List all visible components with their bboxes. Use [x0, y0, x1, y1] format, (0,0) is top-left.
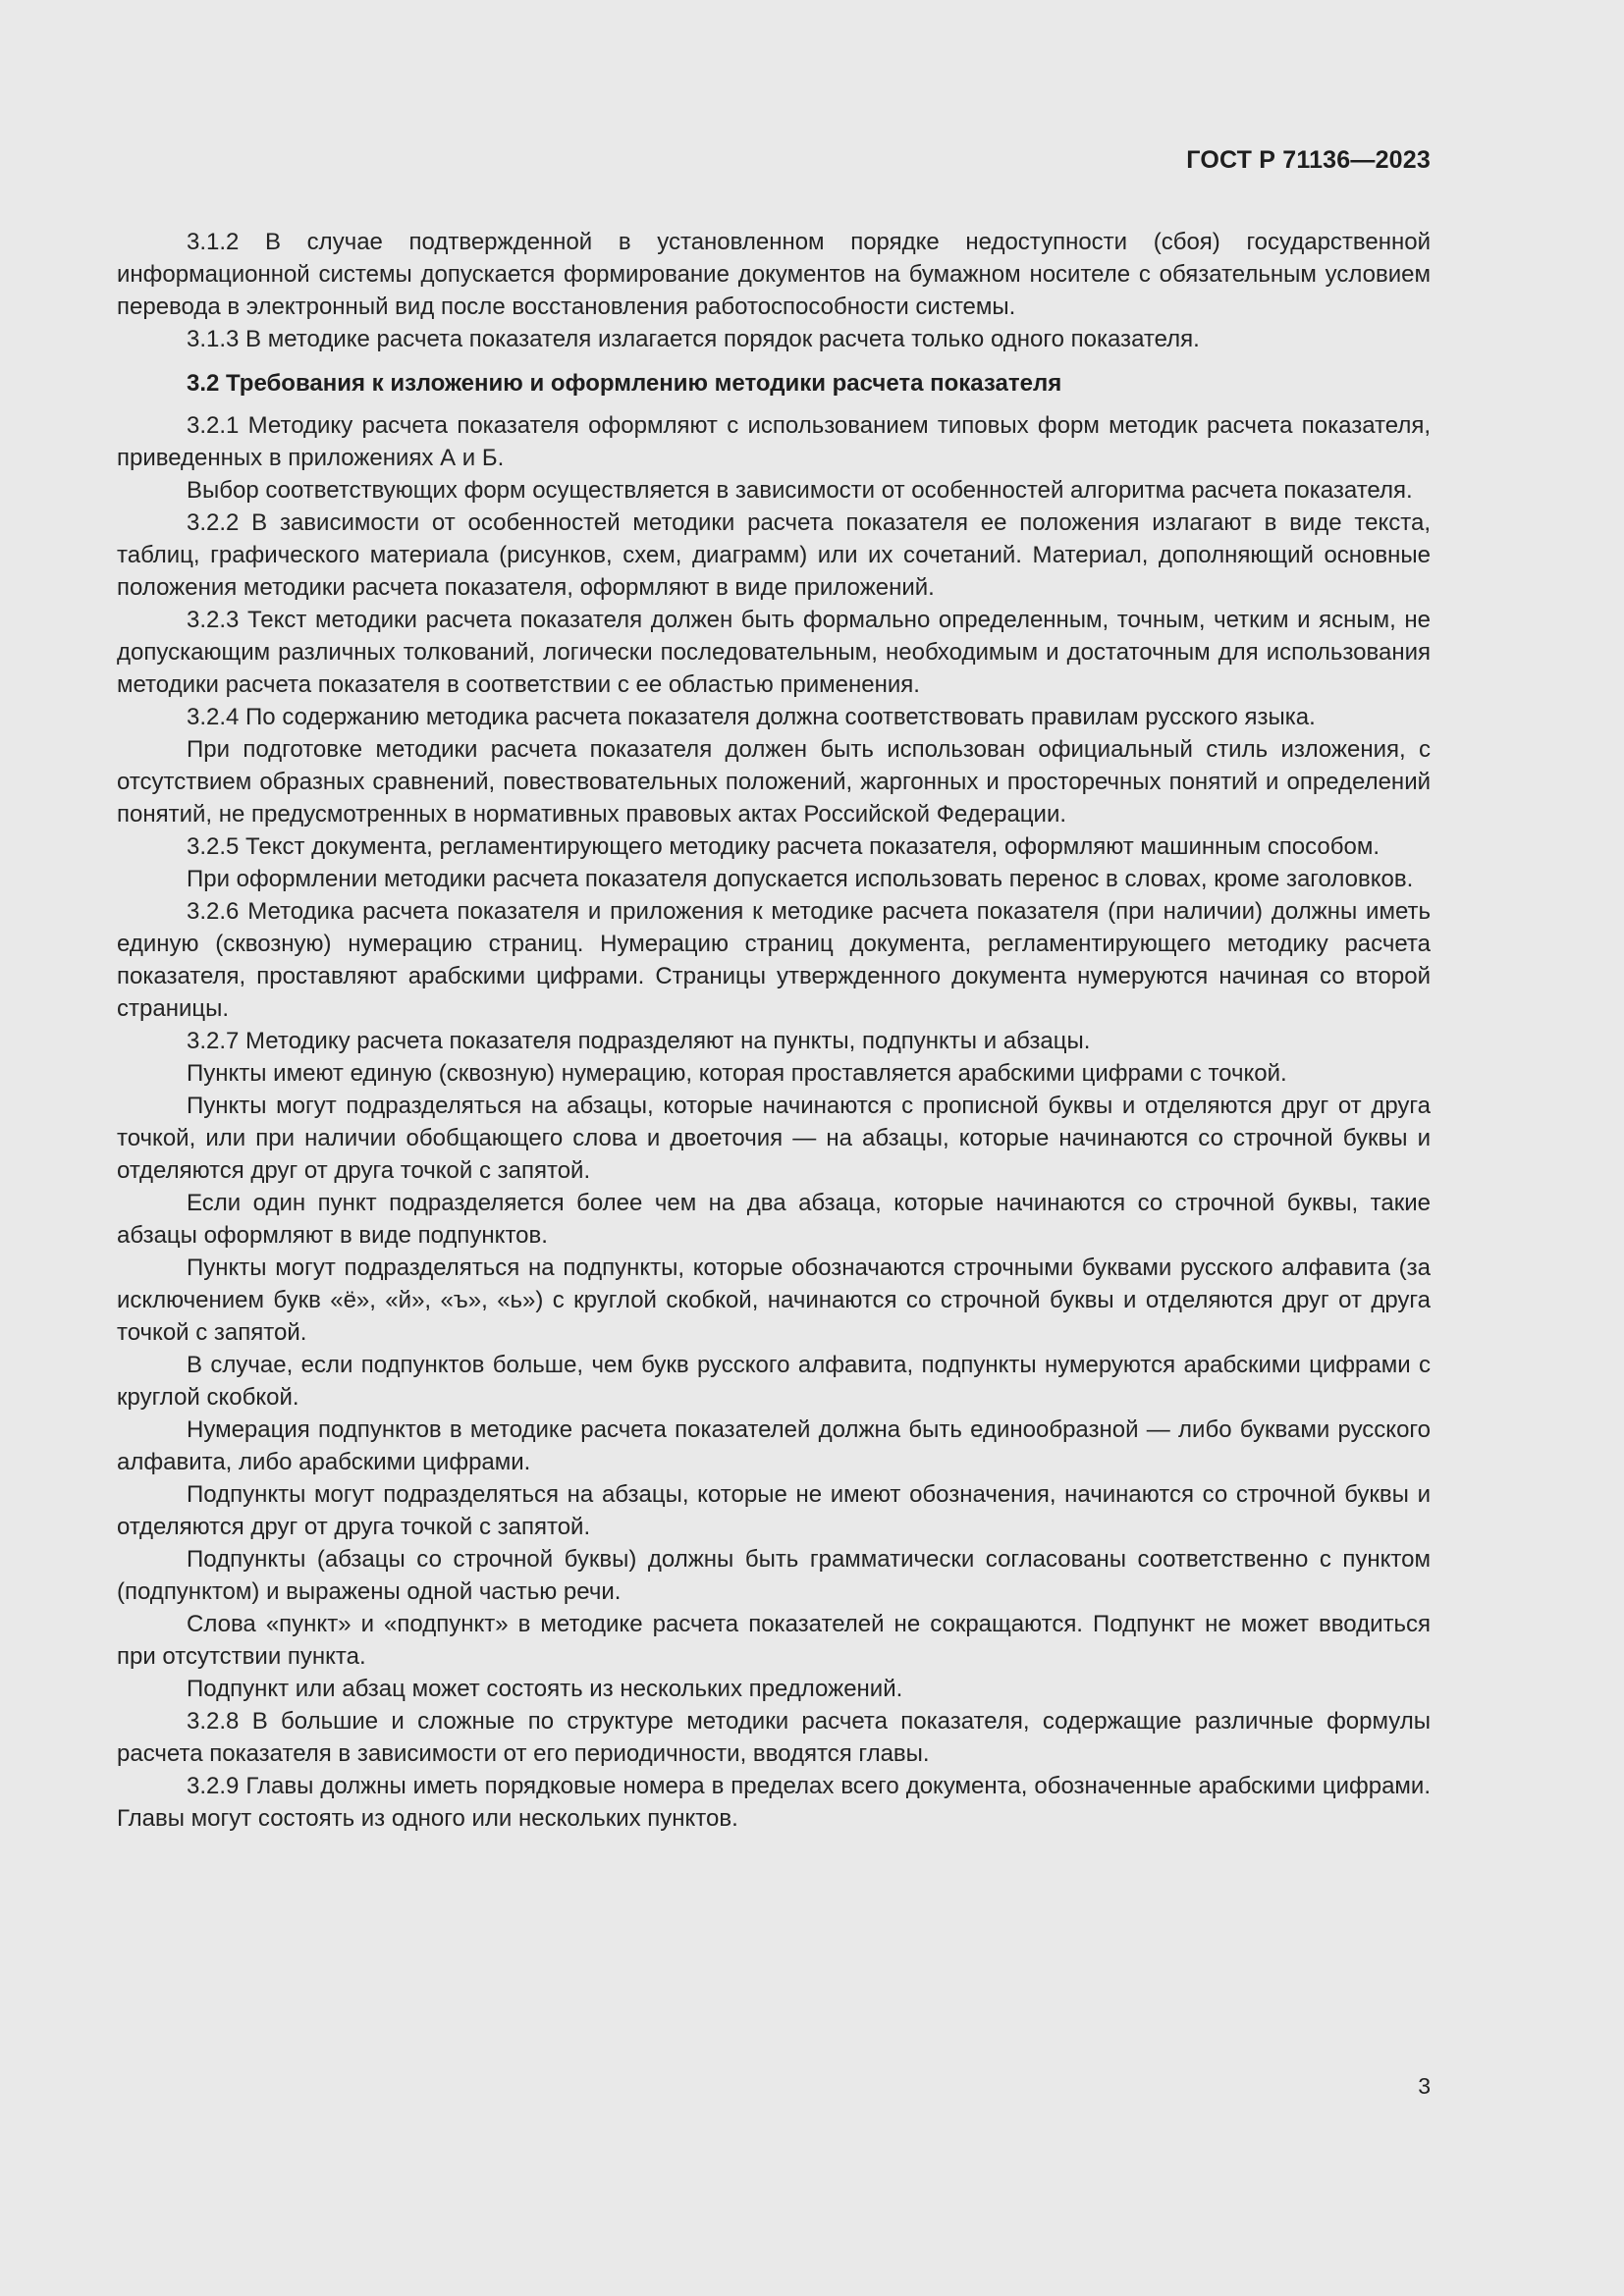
- paragraph: Слова «пункт» и «подпункт» в методике расчета показателей не сокращаются. Подпункт не может вводиться при отсутствии пункта.: [117, 1611, 1431, 1670]
- paragraph-3-2-4: 3.2.4 По содержанию методика расчета показателя должна соответствовать правилам русского языка.: [187, 704, 1316, 730]
- paragraph: Пункты могут подразделяться на абзацы, которые начинаются с прописной буквы и отделяются друг от друга точкой, или при наличии обобщающего слова и двоеточия — на абзацы, которые начинаются со строчной буквы и отделяются друг от друга точкой с запятой.: [117, 1093, 1431, 1184]
- section-heading-3-2: 3.2 Требования к изложению и оформлению методики расчета показателя: [187, 370, 1062, 397]
- paragraph: Пункты имеют единую (сквозную) нумерацию, которая проставляется арабскими цифрами с точкой.: [187, 1060, 1287, 1087]
- paragraph-3-2-5: 3.2.5 Текст документа, регламентирующего методику расчета показателя, оформляют машинным способом.: [187, 833, 1380, 860]
- paragraph: Подпункты могут подразделяться на абзацы, которые не имеют обозначения, начинаются со строчной буквы и отделяются друг от друга точкой с запятой.: [117, 1481, 1431, 1540]
- document-body: [117, 226, 1431, 1835]
- paragraph-3-2-3: 3.2.3 Текст методики расчета показателя должен быть формально определенным, точным, четким и ясным, не допускающим различных толкований, логически последовательным, необходимым и достаточным для использования методики расчета показателя в соответствии с ее областью применения.: [117, 607, 1431, 698]
- paragraph: В случае, если подпунктов больше, чем букв русского алфавита, подпункты нумеруются арабскими цифрами с круглой скобкой.: [117, 1352, 1431, 1411]
- paragraph: Подпункт или абзац может состоять из нескольких предложений.: [187, 1676, 903, 1702]
- paragraph-3-2-8: 3.2.8 В большие и сложные по структуре методики расчета показателя, содержащие различные формулы расчета показателя в зависимости от его периодичности, вводятся главы.: [117, 1708, 1431, 1767]
- paragraph-3-2-1: 3.2.1 Методику расчета показателя оформляют с использованием типовых форм методик расчета показателя, приведенных в приложениях А и Б.: [117, 412, 1431, 471]
- paragraph-3-2-2: 3.2.2 В зависимости от особенностей методики расчета показателя ее положения излагают в виде текста, таблиц, графического материала (рисунков, схем, диаграмм) или их сочетаний. Материал, дополняющий основные положения методики расчета показателя, оформляют в виде приложений.: [117, 509, 1431, 601]
- paragraph-3-1-2: 3.1.2 В случае подтвержденной в установленном порядке недоступности (сбоя) государственной информационной системы допускается формирование документов на бумажном носителе с обязательным условием перевода в электронный вид после восстановления работоспособности системы.: [117, 229, 1431, 320]
- paragraph-3-1-3: 3.1.3 В методике расчета показателя излагается порядок расчета только одного показателя.: [187, 326, 1200, 352]
- paragraph-3-2-9: 3.2.9 Главы должны иметь порядковые номера в пределах всего документа, обозначенные арабскими цифрами. Главы могут состоять из одного или нескольких пунктов.: [117, 1773, 1431, 1832]
- paragraph: При подготовке методики расчета показателя должен быть использован официальный стиль изложения, с отсутствием образных сравнений, повествовательных положений, жаргонных и просторечных понятий и определений понятий, не предусмотренных в нормативных правовых актах Российской Федерации.: [117, 736, 1431, 828]
- paragraph: Нумерация подпунктов в методике расчета показателей должна быть единообразной — либо буквами русского алфавита, либо арабскими цифрами.: [117, 1416, 1431, 1475]
- paragraph: Подпункты (абзацы со строчной буквы) должны быть грамматически согласованы соответственно с пунктом (подпунктом) и выражены одной частью речи.: [117, 1546, 1431, 1605]
- paragraph-3-2-6: 3.2.6 Методика расчета показателя и приложения к методике расчета показателя (при наличии) должны иметь единую (сквозную) нумерацию страниц. Нумерацию страниц документа, регламентирующего методику расчета показателя, проставляют арабскими цифрами. Страницы утвержденного документа нумеруются начиная со второй страницы.: [117, 898, 1431, 1022]
- paragraph: Выбор соответствующих форм осуществляется в зависимости от особенностей алгоритма расчета показателя.: [187, 477, 1413, 504]
- document-code-header: ГОСТ Р 71136—2023: [1186, 146, 1431, 174]
- page-number: 3: [1418, 2073, 1431, 2099]
- paragraph: При оформлении методики расчета показателя допускается использовать перенос в словах, кроме заголовков.: [187, 866, 1414, 892]
- paragraph: Если один пункт подразделяется более чем на два абзаца, которые начинаются со строчной буквы, такие абзацы оформляют в виде подпунктов.: [117, 1190, 1431, 1249]
- paragraph: Пункты могут подразделяться на подпункты, которые обозначаются строчными буквами русского алфавита (за исключением букв «ё», «й», «ъ», «ь») с круглой скобкой, начинаются со строчной буквы и отделяются друг от друга точкой с запятой.: [117, 1255, 1431, 1346]
- paragraph-3-2-7: 3.2.7 Методику расчета показателя подразделяют на пункты, подпункты и абзацы.: [187, 1028, 1091, 1054]
